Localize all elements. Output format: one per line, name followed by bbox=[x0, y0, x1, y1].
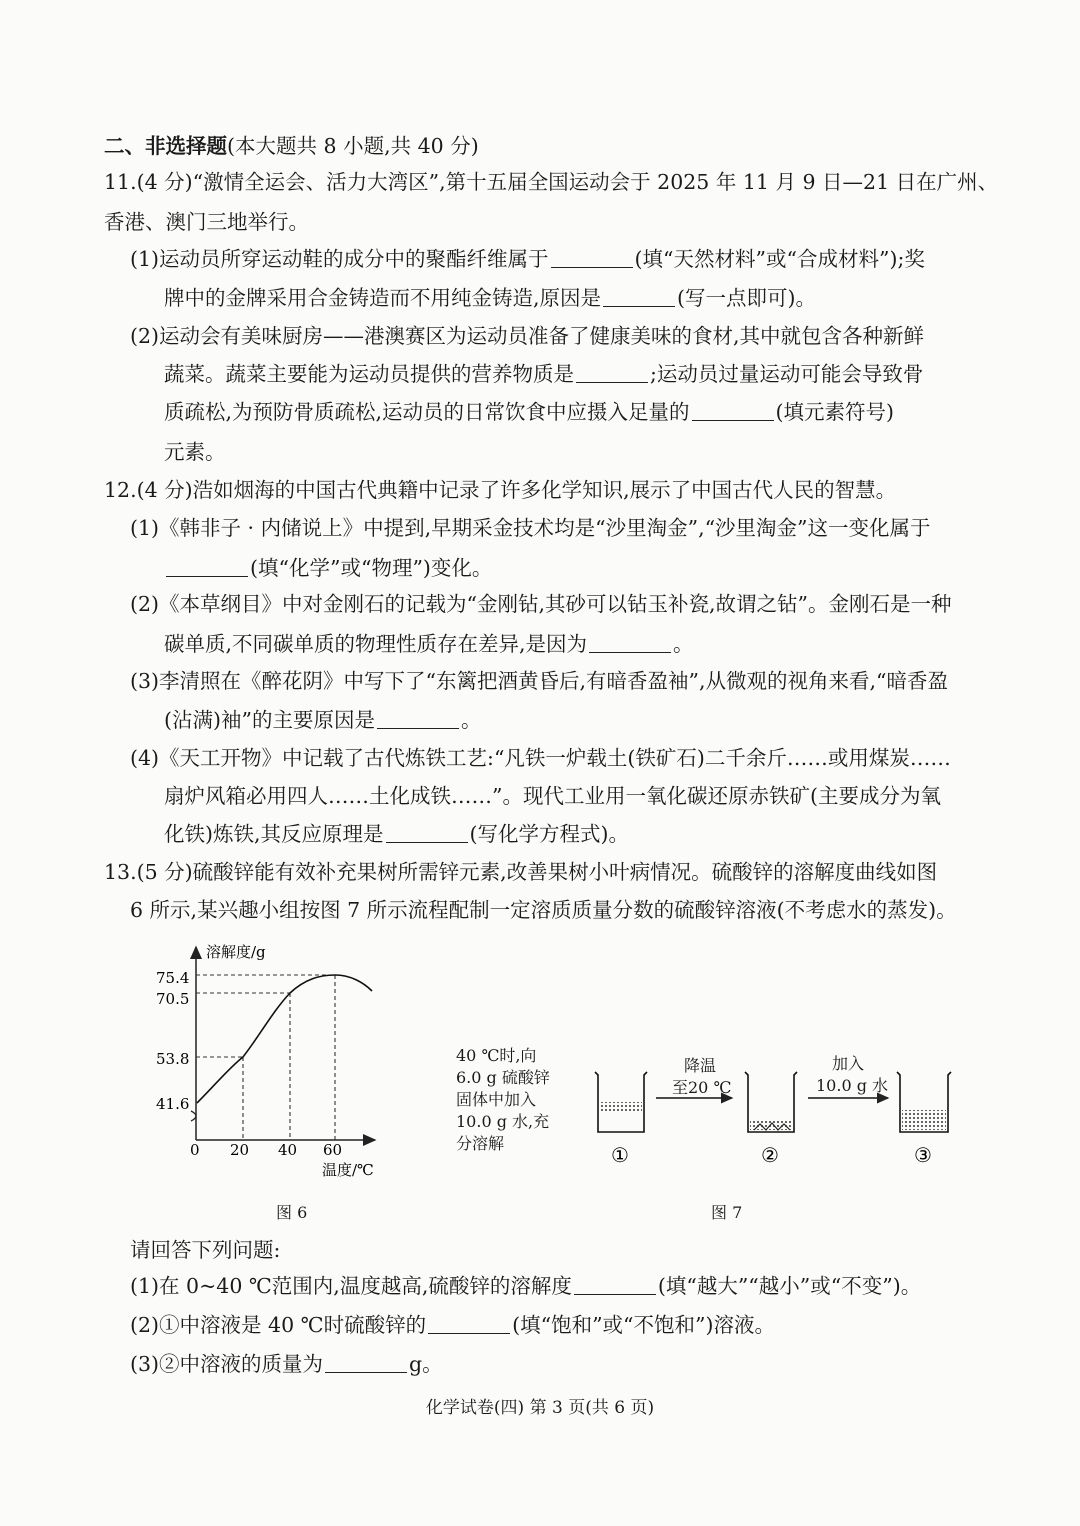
solubility-curve-figure bbox=[156, 935, 400, 1185]
q12-p1-line2: (填“化学”或“物理”)变化。 bbox=[164, 554, 492, 582]
answer-blank[interactable] bbox=[551, 249, 633, 268]
y-axis-label: 溶解度/g bbox=[206, 943, 266, 961]
answer-blank[interactable] bbox=[166, 558, 248, 577]
fig7-step1-line2: 至20 ℃ bbox=[672, 1078, 732, 1097]
fig7-intro-5: 分溶解 bbox=[456, 1134, 505, 1153]
q11-p2-line4: 元素。 bbox=[164, 440, 226, 464]
beaker-3 bbox=[897, 1072, 951, 1132]
y-tick-75-4: 75.4 bbox=[156, 969, 190, 987]
fig7-intro-3: 固体中加入 bbox=[456, 1090, 537, 1109]
y-tick-41-6: 41.6 bbox=[156, 1095, 190, 1113]
q11-p2-line1: (2)运动会有美味厨房——港澳赛区为运动员准备了健康美味的食材,其中就包含各种新鲜 bbox=[130, 324, 925, 348]
fig7-step1-line1: 降温 bbox=[684, 1056, 717, 1075]
answer-blank[interactable] bbox=[377, 710, 459, 729]
answer-blank[interactable] bbox=[386, 824, 468, 843]
q13-p2: (2)①中溶液是 40 ℃时硫酸锌的 (填“饱和”或“不饱和”)溶液。 bbox=[130, 1313, 776, 1337]
label-circle-1: ① bbox=[611, 1143, 629, 1167]
answer-blank[interactable] bbox=[428, 1315, 510, 1334]
page-footer: 化学试卷(四) 第 3 页(共 6 页) bbox=[425, 1398, 655, 1418]
section-title: 二、非选择题 bbox=[104, 134, 227, 158]
q12-p2-line2: 碳单质,不同碳单质的物理性质存在差异,是因为 。 bbox=[164, 632, 694, 656]
label-circle-3: ③ bbox=[914, 1143, 932, 1167]
flow-diagram bbox=[580, 1060, 1000, 1170]
x-tick-40: 40 bbox=[278, 1141, 298, 1159]
x-axis-label: 温度/℃ bbox=[322, 1161, 374, 1179]
beaker-2 bbox=[745, 1072, 797, 1132]
q11-p1-line2: 牌中的金牌采用合金铸造而不用纯金铸造,原因是 (写一点即可)。 bbox=[164, 286, 817, 310]
answer-blank[interactable] bbox=[692, 402, 774, 421]
fig6-caption: 图 6 bbox=[276, 1203, 308, 1222]
q12-p4-line1: (4)《天工开物》中记载了古代炼铁工艺:“凡铁一炉载土(铁矿石)二千余斤……或用煤炭…… bbox=[130, 746, 951, 770]
q13-line1: 13.(5 分)硫酸锌能有效补充果树所需锌元素,改善果树小叶病情况。硫酸锌的溶解度曲线如图 bbox=[104, 860, 938, 884]
answer-blank[interactable] bbox=[603, 288, 675, 307]
guide-lines bbox=[196, 975, 335, 1140]
q13-line2: 6 所示,某兴趣小组按图 7 所示流程配制一定溶质质量分数的硫酸锌溶液(不考虑水的蒸发)。 bbox=[130, 898, 957, 922]
q11-p1-line1: (1)运动员所穿运动鞋的成分中的聚酯纤维属于 (填“天然材料”或“合成材料”);奖 bbox=[130, 247, 925, 271]
q12-p4-line3: 化铁)炼铁,其反应原理是 (写化学方程式)。 bbox=[164, 822, 630, 846]
q13-p3: (3)②中溶液的质量为 g。 bbox=[130, 1352, 443, 1376]
q11-line2: 香港、澳门三地举行。 bbox=[104, 210, 309, 234]
x-tick-60: 60 bbox=[323, 1141, 343, 1159]
q11-line1: 11.(4 分)“激情全运会、活力大湾区”,第十五届全国运动会于 2025 年 11 月 9 日—21 日在广州、 bbox=[104, 170, 999, 194]
origin-label: 0 bbox=[190, 1141, 200, 1159]
section-note: (本大题共 8 小题,共 40 分) bbox=[227, 134, 479, 158]
q13-p1: (1)在 0~40 ℃范围内,温度越高,硫酸锌的溶解度 (填“越大”“越小”或“不变”)。 bbox=[130, 1274, 922, 1298]
section-heading bbox=[104, 132, 479, 160]
q12-p3-line2: (沾满)袖”的主要原因是 。 bbox=[164, 708, 482, 732]
y-tick-53-8: 53.8 bbox=[156, 1050, 190, 1068]
fig7-intro-2: 6.0 g 硫酸锌 bbox=[456, 1068, 550, 1087]
label-circle-2: ② bbox=[761, 1143, 779, 1167]
fig7-step2-line1: 加入 bbox=[832, 1054, 865, 1073]
q13-prompt: 请回答下列问题: bbox=[130, 1238, 281, 1262]
q12-p2-line1: (2)《本草纲目》中对金刚石的记载为“金刚钻,其砂可以钻玉补瓷,故谓之钻”。金刚石是一种 bbox=[130, 592, 952, 616]
q11-p2-line2: 蔬菜。蔬菜主要能为运动员提供的营养物质是 ;运动员过量运动可能会导致骨 bbox=[164, 362, 924, 386]
fig7-intro-4: 10.0 g 水,充 bbox=[456, 1112, 550, 1131]
fig7-intro-1: 40 ℃时,向 bbox=[456, 1046, 537, 1065]
q12-line1: 12.(4 分)浩如烟海的中国古代典籍中记录了许多化学知识,展示了中国古代人民的智慧。 bbox=[104, 478, 897, 502]
answer-blank[interactable] bbox=[576, 364, 648, 383]
q12-p4-line2: 扇炉风箱必用四人……土化成铁……”。现代工业用一氧化碳还原赤铁矿(主要成分为氧 bbox=[164, 784, 941, 808]
answer-blank[interactable] bbox=[589, 634, 671, 653]
x-tick-20: 20 bbox=[230, 1141, 250, 1159]
answer-blank[interactable] bbox=[325, 1354, 407, 1373]
answer-blank[interactable] bbox=[574, 1276, 656, 1295]
fig7-caption: 图 7 bbox=[711, 1203, 743, 1222]
fig7-step2-line2: 10.0 g 水 bbox=[816, 1076, 889, 1095]
q11-p2-line3: 质疏松,为预防骨质疏松,运动员的日常饮食中应摄入足量的 (填元素符号) bbox=[164, 400, 895, 424]
solubility-curve bbox=[197, 975, 372, 1103]
q12-p1-line1: (1)《韩非子 · 内储说上》中提到,早期采金技术均是“沙里淘金”,“沙里淘金”这一变化属于 bbox=[130, 516, 931, 540]
y-tick-70-5: 70.5 bbox=[156, 990, 190, 1008]
q12-p3-line1: (3)李清照在《醉花阴》中写下了“东篱把酒黄昏后,有暗香盈袖”,从微观的视角来看,“暗香盈 bbox=[130, 669, 949, 693]
beaker-1 bbox=[595, 1072, 647, 1132]
